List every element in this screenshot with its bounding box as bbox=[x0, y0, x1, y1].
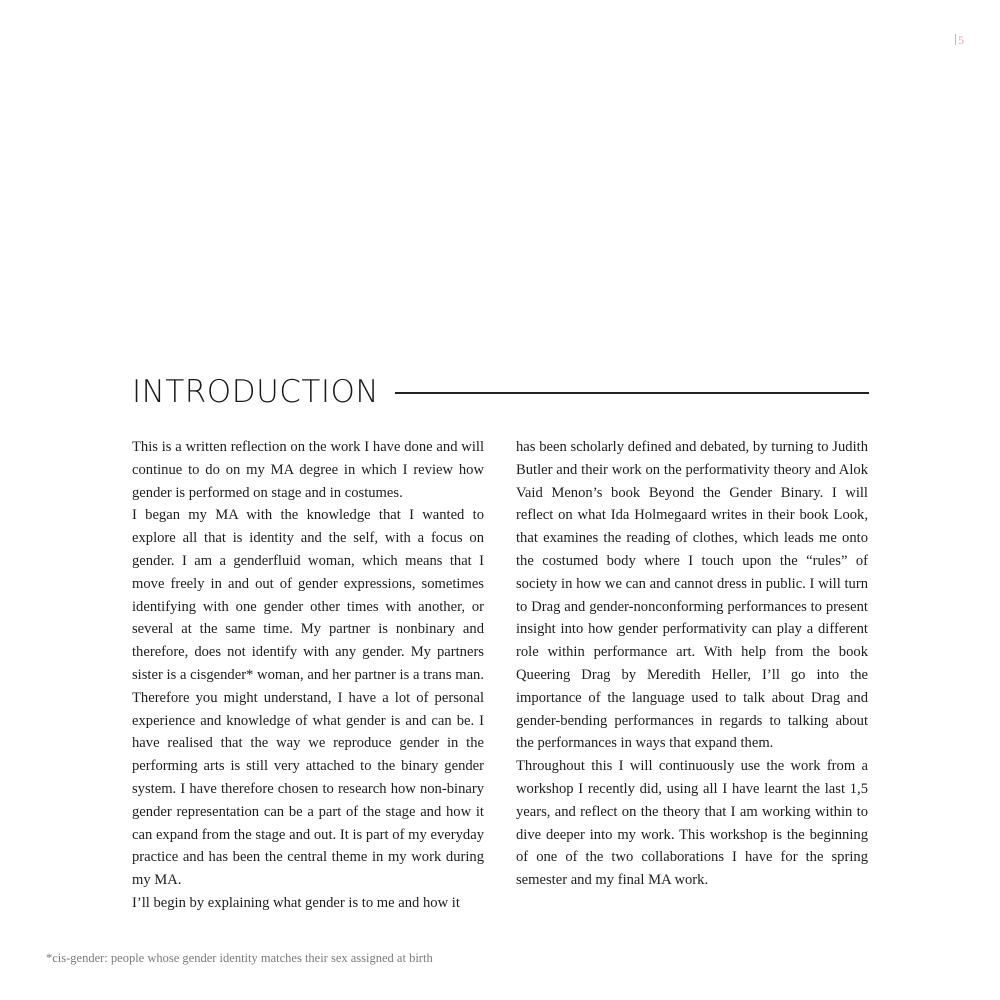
section-title: INTRODUCTION bbox=[132, 374, 380, 410]
right-column bbox=[516, 436, 868, 892]
page-number-divider bbox=[955, 34, 956, 45]
paragraph: Throughout this I will continuously use the work from a workshop I recently did, using all I have learnt the last 1,5 years, and reflect on the theory that I am working within to dive deeper into my work. This workshop is the beginning of one of the two collaborations I have for the spring semester and my final MA work. bbox=[516, 758, 868, 889]
paragraph: I’ll begin by explaining what gender is to me and how it bbox=[132, 894, 460, 911]
page-number bbox=[955, 33, 964, 48]
page-number-text: 5 bbox=[958, 33, 964, 47]
left-column bbox=[132, 436, 484, 915]
paragraph: I began my MA with the knowledge that I wanted to explore all that is identity and the self, with a focus on gender. I am a genderfluid woman, which means that I move freely in and out of gender expressions, sometimes identifying with one gender other times with another, or several at the same time. My partner is nonbinary and therefore, does not identify with any gender. My partners sister is a cisgender* woman, and her partner is a trans man. Therefore you might understand, I have a lot of personal experience and knowledge of what gender is and can be. I have realised that the way we reproduce gender in the performing arts is still very attached to the binary gender system. I have therefore chosen to research how non-binary gender representation can be a part of the stage and how it can expand from the stage and out. It is part of my everyday practice and has been the central theme in my work during my MA. bbox=[132, 507, 484, 889]
footnote: *cis-gender: people whose gender identity matches their sex assigned at birth bbox=[46, 951, 433, 965]
paragraph: has been scholarly defined and debated, by turning to Judith Butler and their work on the performativity theory and Alok Vaid Menon’s book Beyond the Gender Binary. I will reflect on what Ida Holmegaard writes in their book Look, that examines the reading of clothes, which leads me onto the costumed body where I touch upon the “rules” of society in how we can and cannot dress in public. I will turn to Drag and gender-nonconforming performances to present insight into how gender performativity can play a different role within performance art. With help from the book Queering Drag by Meredith Heller, I’ll go into the importance of the language used to talk about Drag and gender-bending performances in regards to talking about the performances in ways that expand them. bbox=[516, 439, 868, 752]
heading-rule bbox=[395, 392, 869, 394]
section-heading-row bbox=[132, 372, 869, 412]
paragraph: This is a written reflection on the work I have done and will continue to do on my MA degree in which I review how gender is performed on stage and in costumes. bbox=[132, 439, 484, 501]
